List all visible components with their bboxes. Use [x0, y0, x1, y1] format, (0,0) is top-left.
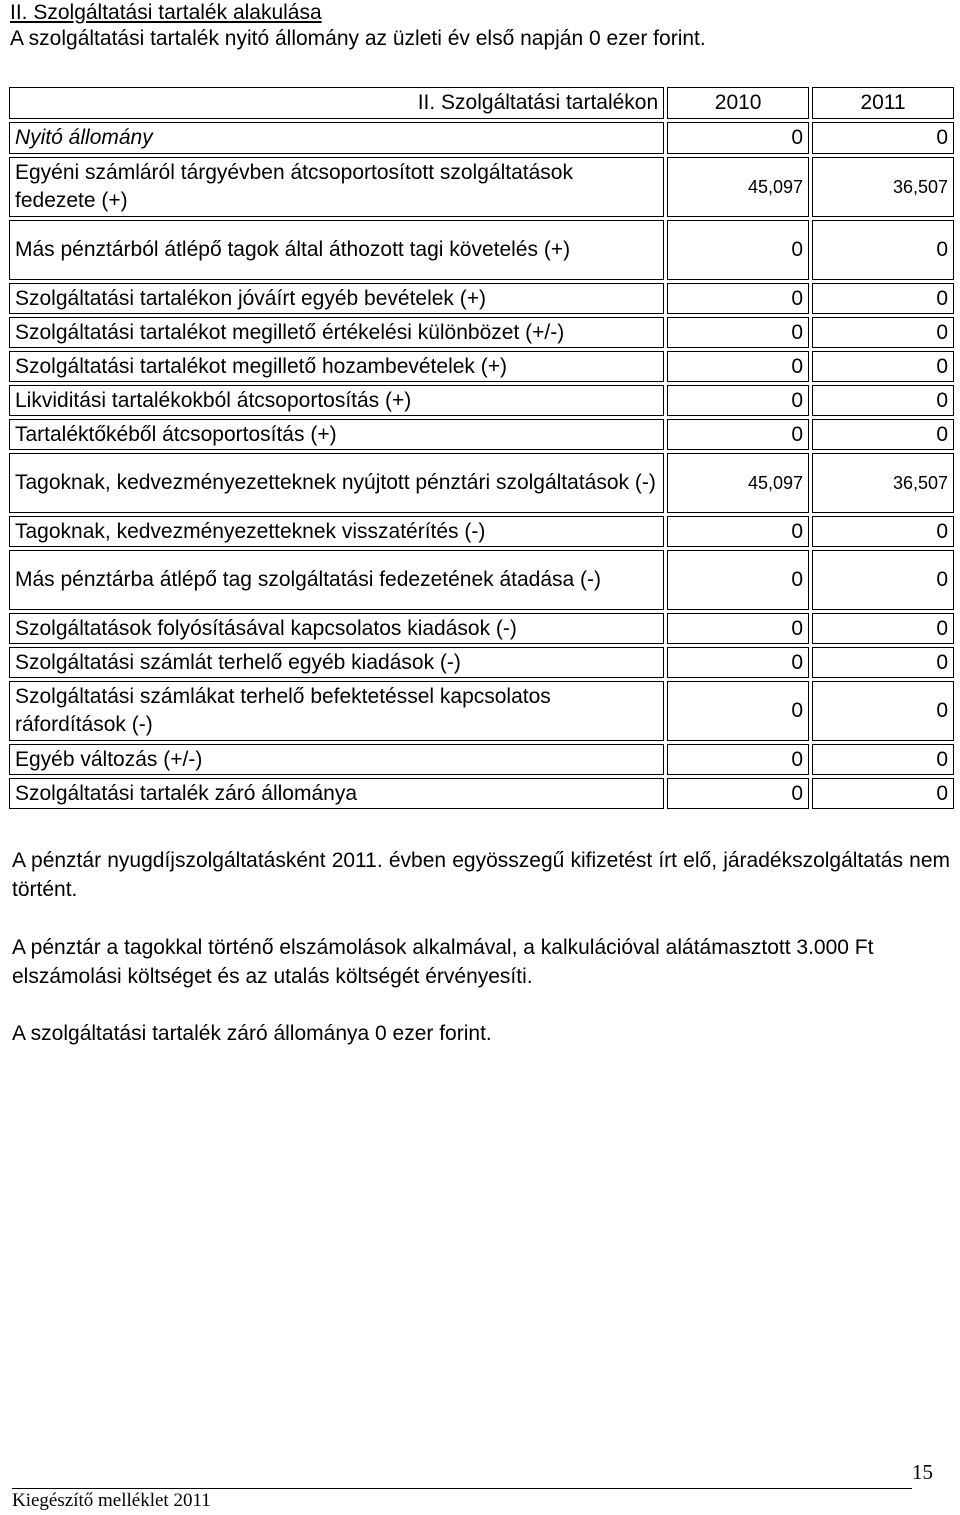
value-2010: 0 — [667, 647, 809, 678]
reserve-table — [6, 84, 957, 812]
table-row — [9, 647, 954, 678]
value-2011: 0 — [812, 351, 954, 382]
value-2011: 0 — [812, 647, 954, 678]
table-row — [9, 744, 954, 775]
table-header-row — [9, 87, 954, 119]
section-subtitle: A szolgáltatási tartalék nyitó állomány az üzleti év első napján 0 ezer forint. — [10, 27, 706, 50]
value-2011: 0 — [812, 778, 954, 809]
row-label: Szolgáltatási számlát terhelő egyéb kiadások (-) — [9, 647, 664, 678]
paragraph-payout: A pénztár nyugdíjszolgáltatásként 2011. évben egyösszegű kifizetést írt elő, járadékszolgáltatás nem történt. — [12, 849, 950, 901]
value-2010: 0 — [667, 351, 809, 382]
paragraph-closing-balance: A szolgáltatási tartalék záró állománya 0 ezer forint. — [12, 1022, 492, 1045]
row-label: Szolgáltatási számlákat terhelő befektetéssel kapcsolatos ráfordítások (-) — [9, 681, 664, 741]
table-row — [9, 516, 954, 547]
value-2010: 0 — [667, 681, 809, 741]
table-row — [9, 122, 954, 154]
value-2010: 0 — [667, 385, 809, 416]
row-label: Szolgáltatások folyósításával kapcsolatos kiadások (-) — [9, 613, 664, 644]
row-label: Más pénztárba átlépő tag szolgáltatási fedezetének átadása (-) — [9, 550, 664, 610]
page-number: 15 — [912, 1460, 933, 1484]
value-2010: 0 — [667, 744, 809, 775]
value-2011: 0 — [812, 550, 954, 610]
table-row — [9, 385, 954, 416]
value-2011: 0 — [812, 516, 954, 547]
value-2011: 0 — [812, 613, 954, 644]
row-label: Nyitó állomány — [9, 122, 664, 154]
header-year-2010: 2010 — [667, 87, 809, 119]
header-label: II. Szolgáltatási tartalékon — [9, 87, 664, 119]
row-label: Egyéni számláról tárgyévben átcsoportosított szolgáltatások fedezete (+) — [9, 157, 664, 217]
table-row — [9, 317, 954, 348]
row-label: Tagoknak, kedvezményezetteknek nyújtott pénztári szolgáltatások (-) — [9, 453, 664, 513]
section-title: II. Szolgáltatási tartalék alakulása — [10, 1, 322, 24]
row-label: Más pénztárból átlépő tagok által áthozott tagi követelés (+) — [9, 220, 664, 280]
value-2011: 0 — [812, 122, 954, 154]
table-row — [9, 613, 954, 644]
value-2010: 0 — [667, 778, 809, 809]
section-heading — [10, 0, 706, 52]
value-2010: 45,097 — [667, 157, 809, 217]
table-row — [9, 351, 954, 382]
footer-divider — [12, 1488, 912, 1489]
table-row — [9, 157, 954, 217]
value-2011: 0 — [812, 744, 954, 775]
value-2010: 0 — [667, 122, 809, 154]
value-2011: 36,507 — [812, 157, 954, 217]
value-2010: 0 — [667, 516, 809, 547]
row-label: Szolgáltatási tartalék záró állománya — [9, 778, 664, 809]
table-row — [9, 550, 954, 610]
value-2010: 0 — [667, 419, 809, 450]
row-label: Szolgáltatási tartalékot megillető hozambevételek (+) — [9, 351, 664, 382]
value-2011: 0 — [812, 317, 954, 348]
footer-text: Kiegészítő melléklet 2011 — [12, 1490, 211, 1511]
table-row — [9, 220, 954, 280]
value-2010: 0 — [667, 220, 809, 280]
row-label: Szolgáltatási tartalékot megillető értékelési különbözet (+/-) — [9, 317, 664, 348]
table-row — [9, 453, 954, 513]
row-label: Szolgáltatási tartalékon jóváírt egyéb bevételek (+) — [9, 283, 664, 314]
value-2011: 0 — [812, 681, 954, 741]
table-row — [9, 283, 954, 314]
value-2010: 0 — [667, 283, 809, 314]
header-year-2011: 2011 — [812, 87, 954, 119]
paragraph-settlement-cost: A pénztár a tagokkal történő elszámolások alkalmával, a kalkulációval alátámasztott 3.000 Ft elszámolási költséget és az utalás költségét érvényesíti. — [12, 936, 874, 988]
value-2011: 0 — [812, 283, 954, 314]
row-label: Tartaléktőkéből átcsoportosítás (+) — [9, 419, 664, 450]
value-2010: 0 — [667, 613, 809, 644]
value-2010: 0 — [667, 550, 809, 610]
table-row — [9, 778, 954, 809]
value-2011: 36,507 — [812, 453, 954, 513]
value-2011: 0 — [812, 419, 954, 450]
row-label: Likviditási tartalékokból átcsoportosítás (+) — [9, 385, 664, 416]
table-row — [9, 681, 954, 741]
value-2010: 45,097 — [667, 453, 809, 513]
table-row — [9, 419, 954, 450]
value-2011: 0 — [812, 220, 954, 280]
row-label: Tagoknak, kedvezményezetteknek visszatérítés (-) — [9, 516, 664, 547]
value-2010: 0 — [667, 317, 809, 348]
value-2011: 0 — [812, 385, 954, 416]
row-label: Egyéb változás (+/-) — [9, 744, 664, 775]
